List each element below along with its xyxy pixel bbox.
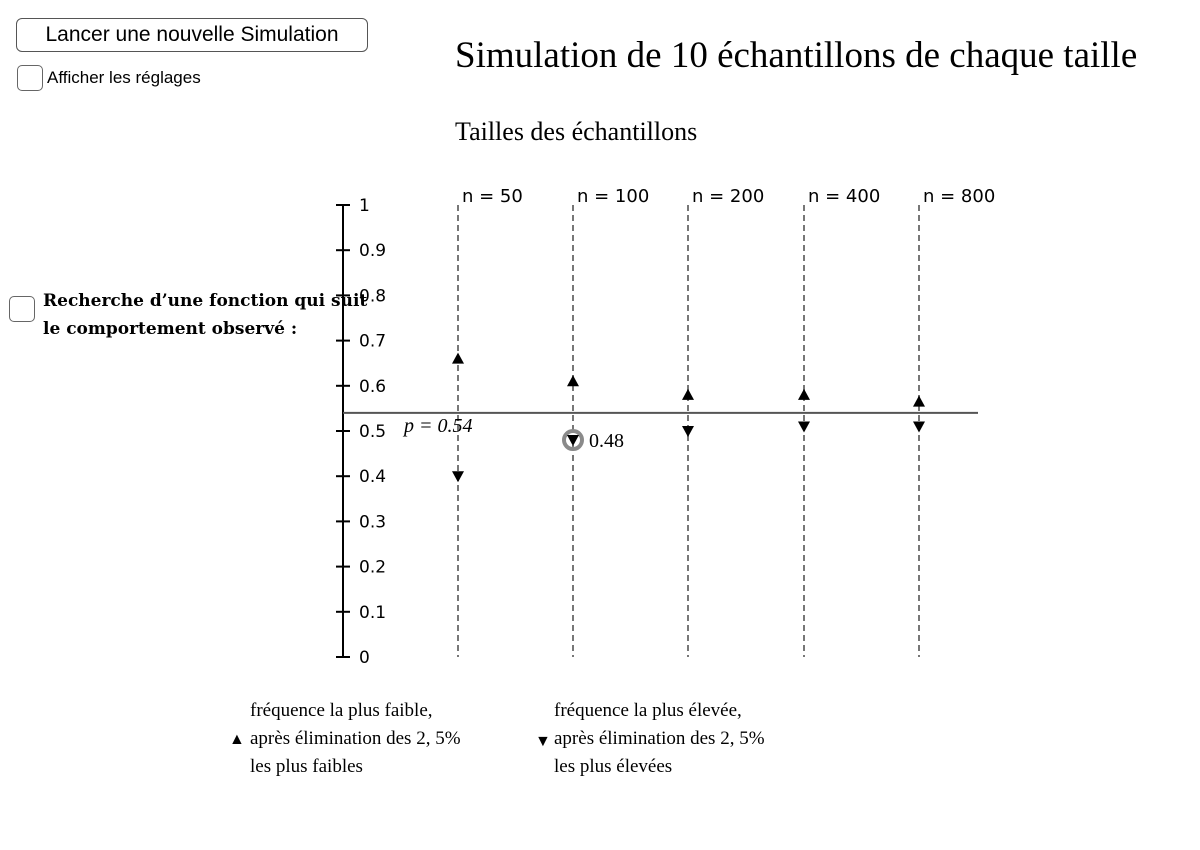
legend-down-line1: fréquence la plus élevée,: [554, 700, 742, 721]
min-frequency-up-triangle: [682, 389, 694, 400]
sample-size-label: n = 50: [462, 186, 523, 207]
y-axis-tick-label: 0.2: [359, 557, 387, 578]
y-axis-tick-label: 0.9: [359, 241, 387, 262]
sample-size-label: n = 400: [808, 186, 881, 207]
max-frequency-down-triangle: [682, 426, 694, 437]
min-frequency-up-triangle: [567, 375, 579, 386]
sample-size-label: n = 800: [923, 186, 996, 207]
search-function-label-line2: le comportement observé :: [43, 319, 298, 339]
legend-highest-frequency: [554, 697, 765, 781]
legend-up-line2: après élimination des 2, 5%: [250, 728, 461, 749]
legend-down-triangle-icon: ▼: [535, 733, 551, 750]
max-frequency-down-triangle: [452, 471, 464, 482]
y-axis-tick-label: 0.6: [359, 376, 387, 397]
highlighted-point-label: 0.48: [589, 430, 624, 453]
new-simulation-button[interactable]: Lancer une nouvelle Simulation: [16, 18, 368, 52]
y-axis-tick-label: 0.4: [359, 467, 387, 488]
min-frequency-up-triangle: [798, 389, 810, 400]
y-axis-tick-label: 0.1: [359, 602, 387, 623]
sample-size-label: n = 200: [692, 186, 765, 207]
chart-subtitle: Tailles des échantillons: [455, 117, 698, 146]
y-axis-tick-label: 0.5: [359, 422, 387, 442]
y-axis-tick-label: 0: [359, 648, 370, 668]
reference-line-label: p = 0.54: [404, 415, 473, 437]
y-axis-tick-label: 0.7: [359, 331, 387, 352]
max-frequency-down-triangle: [913, 421, 925, 432]
y-axis-tick-label: 1: [359, 196, 370, 216]
legend-down-line3: les plus élevées: [554, 756, 673, 777]
y-axis-tick-label: 0.3: [359, 512, 387, 533]
legend-up-triangle-icon: ▲: [229, 731, 245, 748]
legend-lowest-frequency: [250, 697, 461, 781]
show-settings-label: Afficher les réglages: [47, 68, 201, 87]
min-frequency-up-triangle: [452, 353, 464, 364]
legend-up-line1: fréquence la plus faible,: [250, 700, 433, 721]
search-function-checkbox[interactable]: [9, 296, 35, 322]
min-frequency-up-triangle: [913, 396, 925, 407]
search-function-label-line1: Recherche d’une fonction qui suit: [43, 291, 368, 311]
y-axis-tick-label: 0.8: [359, 286, 387, 307]
page-title: Simulation de 10 échantillons de chaque taille: [455, 35, 1138, 76]
max-frequency-down-triangle: [567, 435, 579, 446]
search-function-label: [43, 287, 367, 343]
legend-down-line2: après élimination des 2, 5%: [554, 728, 765, 749]
legend-up-line3: les plus faibles: [250, 756, 363, 777]
sample-size-label: n = 100: [577, 186, 650, 207]
max-frequency-down-triangle: [798, 421, 810, 432]
